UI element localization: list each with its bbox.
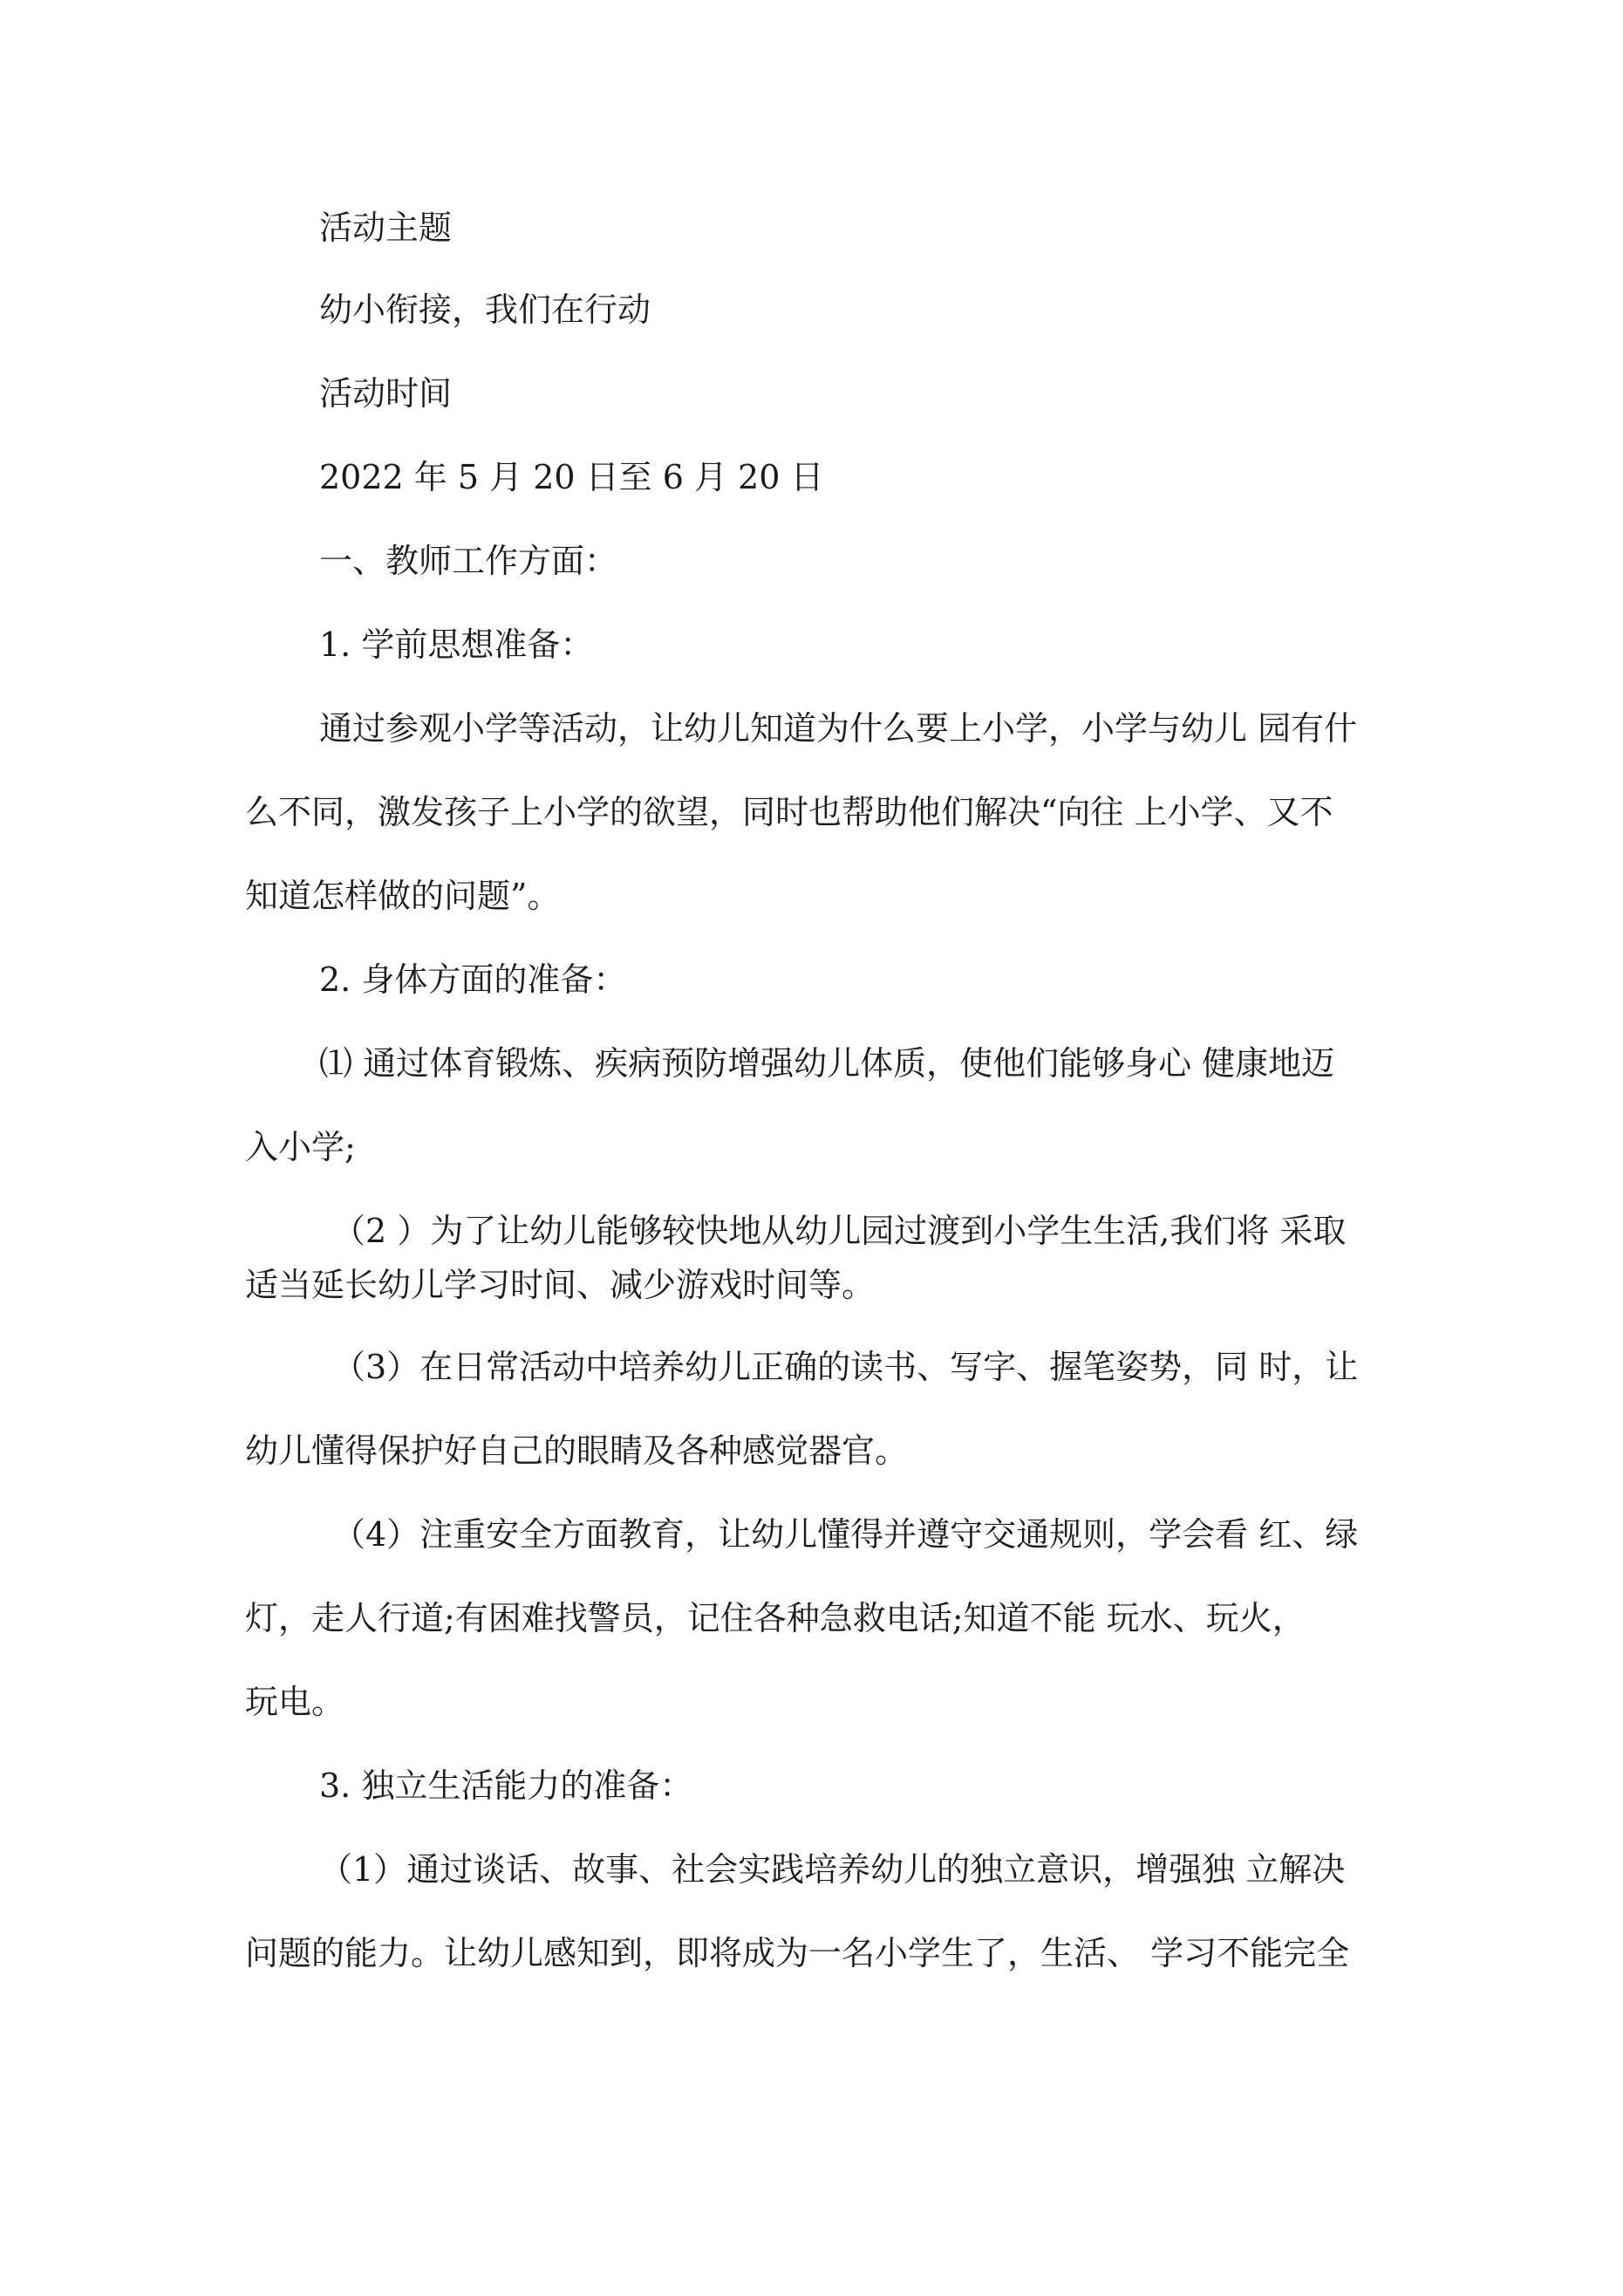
paragraph-line: 知道怎样做的问题”。 bbox=[245, 877, 561, 915]
activity-time-text: 2022 年 5 月 20 日至 6 月 20 日 bbox=[319, 458, 824, 496]
paragraph-line: 问题的能力。让幼儿感知到，即将成为一名小学生了，生活、 学习不能完全 bbox=[245, 1934, 1350, 1972]
activity-theme-text: 幼小衔接，我们在行动 bbox=[319, 290, 651, 329]
subheading-mental-preparation: 1. 学前思想准备： bbox=[319, 625, 594, 664]
heading-activity-time: 活动时间 bbox=[319, 374, 453, 413]
paragraph-line: （1）通过谈话、故事、社会实践培养幼儿的独立意识，增强独 立解决 bbox=[319, 1850, 1346, 1889]
paragraph-line: （3）在日常活动中培养幼儿正确的读书、写字、握笔姿势，同 时，让 bbox=[332, 1348, 1359, 1386]
paragraph-line: ⑴ 通过体育锻炼、疾病预防增强幼儿体质，使他们能够身心 健康地迈 bbox=[319, 1044, 1335, 1083]
paragraph-line: （2 ）为了让幼儿能够较快地从幼儿园过渡到小学生生活,我们将 采取 bbox=[332, 1212, 1347, 1250]
paragraph-line: 入小学; bbox=[245, 1128, 356, 1166]
subheading-physical-preparation: 2. 身体方面的准备： bbox=[319, 960, 627, 999]
heading-activity-theme: 活动主题 bbox=[319, 208, 453, 247]
subheading-independent-living: 3. 独立生活能力的准备： bbox=[319, 1766, 693, 1805]
paragraph-line: 适当延长幼儿学习时间、减少游戏时间等。 bbox=[245, 1266, 876, 1304]
paragraph-line: 幼儿懂得保护好自己的眼睛及各种感觉器官。 bbox=[245, 1432, 909, 1470]
paragraph-line: 灯，走人行道;有困难找警员，记住各种急救电话;知道不能 玩水、玩火， bbox=[245, 1599, 1306, 1637]
paragraph-line: 通过参观小学等活动，让幼儿知道为什么要上小学，小学与幼儿 园有什 bbox=[319, 709, 1358, 748]
paragraph-line: 么不同，激发孩子上小学的欲望，同时也帮助他们解决“向往 上小学、又不 bbox=[245, 793, 1333, 831]
paragraph-line: （4）注重安全方面教育，让幼儿懂得并遵守交通规则，学会看 红、绿 bbox=[332, 1515, 1359, 1554]
paragraph-line: 玩电。 bbox=[245, 1683, 345, 1721]
section-heading-teacher-work: 一、教师工作方面： bbox=[319, 542, 618, 580]
